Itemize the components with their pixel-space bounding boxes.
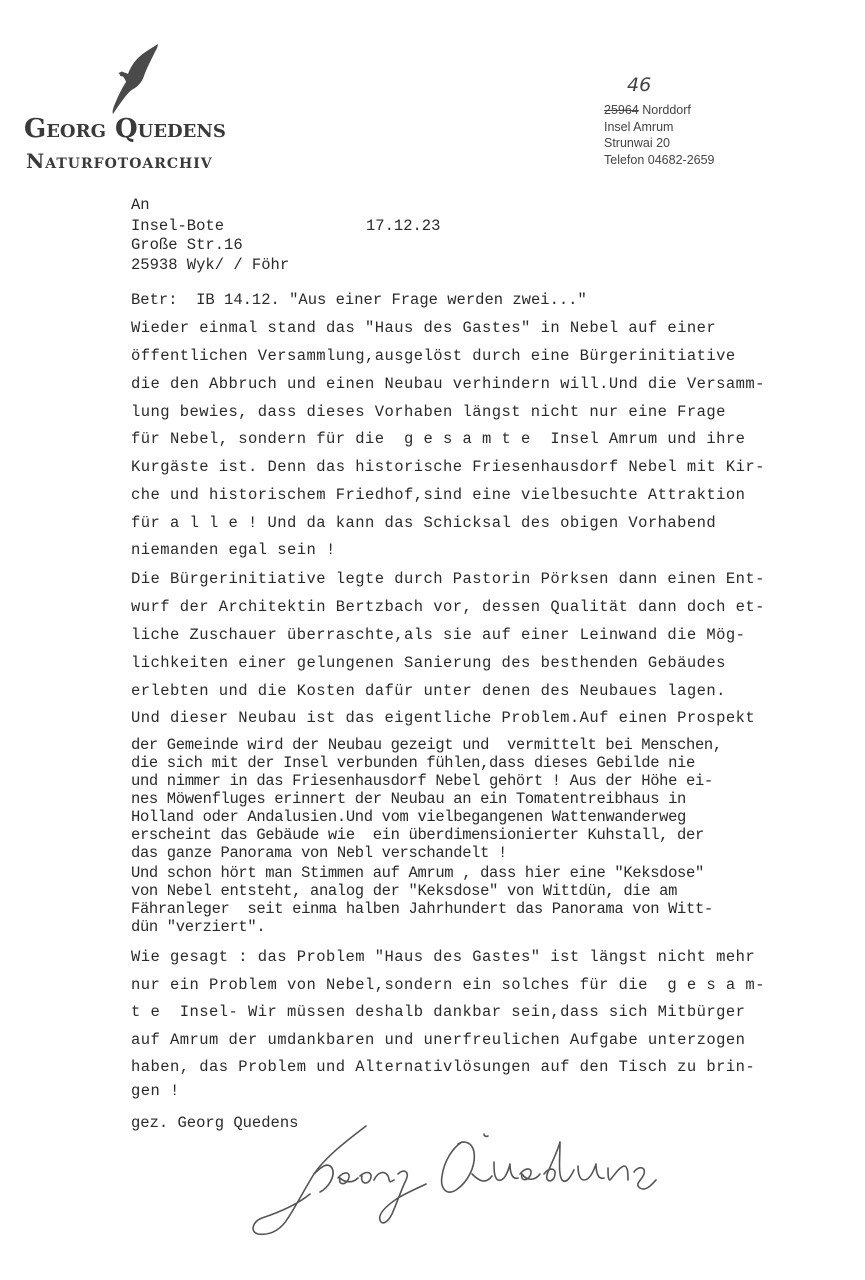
sender-line: Strunwai 20 <box>604 136 671 150</box>
body-line: Und dieser Neubau ist das eigentliche Problem.Auf einen Prospekt <box>131 709 756 727</box>
body-line: die den Abbruch und einen Neubau verhindern will.Und die Versamm- <box>131 375 765 393</box>
brand-subtitle: Naturfotoarchiv <box>26 149 213 173</box>
body-line: Und schon hört man Stimmen auf Amrum , dass hier eine "Keksdose" <box>131 864 704 882</box>
closing-line: gez. Georg Quedens <box>131 1114 299 1132</box>
body-line: Fähranleger seit einma halben Jahrhundert das Panorama von Witt- <box>131 900 713 918</box>
body-line: dün "verziert". <box>131 918 266 936</box>
recipient-name: Insel-Bote <box>131 217 225 235</box>
page-number: 46 <box>627 74 652 96</box>
body-line: und nimmer in das Friesenhausdorf Nebel gehört ! Aus der Höhe ei- <box>131 772 713 790</box>
body-line: das ganze Panorama von Nebl verschandelt ! <box>131 844 507 862</box>
recipient-salutation: An <box>131 196 150 214</box>
body-line: liche Zuschauer überraschte,als sie auf einer Leinwand die Mög- <box>131 626 746 644</box>
body-line: gen ! <box>131 1082 180 1100</box>
body-line: die sich mit der Insel verbunden fühlen,dass dieses Gebilde nie <box>131 754 695 772</box>
body-line: für Nebel, sondern für die g e s a m t e Insel Amrum und ihre <box>131 430 746 448</box>
body-line: auf Amrum der umdankbaren und unerfreulichen Aufgabe unterzogen <box>131 1031 746 1049</box>
body-line: che und historischem Friedhof,sind eine vielbesuchte Attraktion <box>131 486 746 504</box>
recipient-city: 25938 Wyk/ / Föhr <box>131 256 290 274</box>
body-line: lung bewies, dass dieses Vorhaben längst nicht nur eine Frage <box>131 403 726 421</box>
sender-line: Insel Amrum <box>604 119 674 134</box>
subject-line: Betr: IB 14.12. "Aus einer Frage werden zwei..." <box>131 291 587 309</box>
body-line: der Gemeinde wird der Neubau gezeigt und vermittelt bei Menschen, <box>131 736 722 754</box>
body-line: Wie gesagt : das Problem "Haus des Gastes" ist längst nicht mehr <box>131 948 756 966</box>
letter-date: 17.12.23 <box>366 217 441 235</box>
body-line: lichkeiten einer gelungenen Sanierung des besthenden Gebäudes <box>131 654 726 672</box>
handwritten-signature <box>248 1122 668 1242</box>
seagull-logo-icon <box>108 42 160 116</box>
body-line: Die Bürgerinitiative legte durch Pastorin Pörksen dann einen Ent- <box>131 570 765 588</box>
sender-address <box>604 102 715 168</box>
body-line: von Nebel entsteht, analog der "Keksdose" von Wittdün, die am <box>131 882 678 900</box>
sender-line: Telefon 04682-2659 <box>604 152 715 167</box>
brand-name: Georg Quedens <box>24 114 226 144</box>
body-line: nes Möwenfluges erinnert der Neubau an ein Tomatentreibhaus in <box>131 790 686 808</box>
body-line: Holland oder Andalusien.Und vom vielbegangenen Wattenwanderweg <box>131 808 686 826</box>
body-line: erscheint das Gebäude wie ein überdimensionierter Kuhstall, der <box>131 826 704 844</box>
body-line: niemanden egal sein ! <box>131 541 336 559</box>
body-line: haben, das Problem und Alternativlösungen auf den Tisch zu brin- <box>131 1058 756 1076</box>
body-line: Wieder einmal stand das "Haus des Gastes" in Nebel auf einer <box>131 319 717 337</box>
body-line: Kurgäste ist. Denn das historische Friesenhausdorf Nebel mit Kir- <box>131 458 765 476</box>
body-line: erlebten und die Kosten dafür unter denen des Neubaues lagen. <box>131 682 726 700</box>
sender-city-line <box>604 102 715 119</box>
body-line: öffentlichen Versammlung,ausgelöst durch eine Bürgerinitiative <box>131 347 736 365</box>
body-line: wurf der Architektin Bertzbach vor, dessen Qualität dann doch et- <box>131 598 765 616</box>
body-line: t e Insel- Wir müssen deshalb dankbar sein,dass sich Mitbürger <box>131 1003 746 1021</box>
recipient-street: Große Str.16 <box>131 236 243 254</box>
body-line: nur ein Problem von Nebel,sondern ein solches für die g e s a m- <box>131 976 765 994</box>
sender-city: Norddorf <box>642 103 691 117</box>
sender-zip: 25964 <box>604 103 639 117</box>
body-line: für a l l e ! Und da kann das Schicksal des obigen Vorhabend <box>131 514 717 532</box>
